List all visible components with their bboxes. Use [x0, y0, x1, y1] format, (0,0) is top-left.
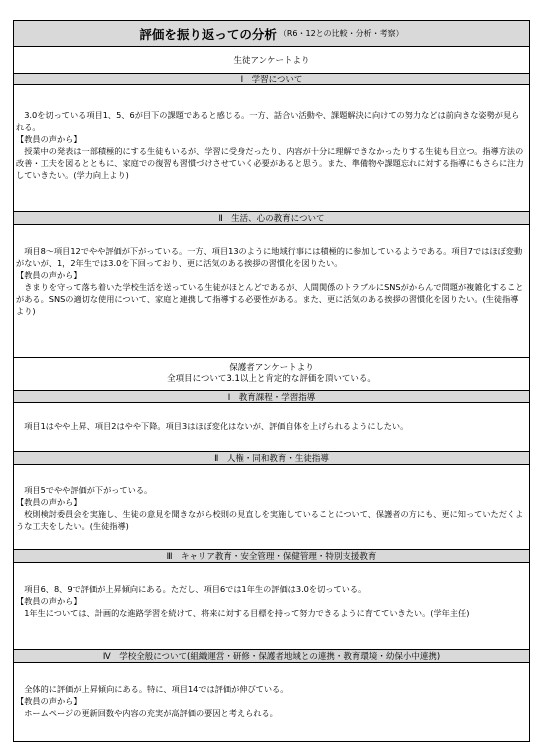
analysis-page — [13, 20, 530, 742]
parent-section-3-voice-label: 【教員の声から】 — [16, 596, 82, 606]
parent-section-3-voice: 1年生については、計画的な進路学習を続けて、将来に対する目標を持って努力できるように育てていきたい。(学年主任) — [24, 608, 470, 618]
parent-section-2-summary: 項目5でやや評価が下がっている。 — [24, 485, 153, 495]
student-section-2-voice-label: 【教員の声から】 — [16, 270, 82, 280]
parent-survey-heading: 保護者アンケートより — [229, 363, 314, 373]
parent-survey-note: 全項目について3.1以上と肯定的な評価を頂いている。 — [167, 374, 376, 384]
parent-section-2-voice-label: 【教員の声から】 — [16, 497, 82, 507]
student-section-2-summary: 項目8～項目12でやや評価が下がっている。一方、項目13のように地域行事には積極的に参加しているようである。項目7ではほぼ変動がないが、1，2年生では3.0を下回っており、更に活気のある挨拶の習慣化を図りたい。 — [16, 246, 523, 268]
parent-section-4-voice: ホームページの更新回数や内容の充実が高評価の要因と考えられる。 — [24, 708, 278, 718]
parent-section-2-body — [14, 465, 529, 549]
student-section-1-voice: 授業中の発表は一部積極的にする生徒もいるが、学習に受身だったり、内容が十分に理解できなかったりする生徒も目立つ。指導方法の改善・工夫を図るとともに、家庭での復習も習慣づけさせていく必要があると思う。また、準備物や課題忘れに対する指導にもさらに注力していきたい。(学力向上より) — [16, 146, 524, 180]
parent-section-3-summary: 項目6、8、9で評価が上昇傾向にある。ただし、項目6では1年生の評価は3.0を切っている。 — [24, 584, 367, 594]
parent-section-4-body — [14, 663, 529, 741]
student-section-1-body — [14, 85, 529, 211]
parent-section-3-heading: Ⅲ キャリア教育・安全管理・保健管理・特別支援教育 — [14, 549, 529, 563]
parent-section-4-heading: Ⅳ 学校全般について(組織運営・研修・保護者地域との連携・教育環境・幼保小中連携) — [14, 649, 529, 663]
student-section-1-heading: Ⅰ 学習について — [14, 73, 529, 85]
page-title-sub: （R6・12との比較・分析・考察） — [278, 29, 404, 38]
student-section-1-voice-label: 【教員の声から】 — [16, 134, 82, 144]
parent-section-4-voice-label: 【教員の声から】 — [16, 696, 82, 706]
parent-section-1-heading: Ⅰ 教育課程・学習指導 — [14, 390, 529, 403]
parent-section-4-summary: 全体的に評価が上昇傾向にある。特に、項目14では評価が伸びている。 — [24, 684, 289, 694]
student-section-2-voice: きまりを守って落ち着いた学校生活を送っている生徒がほとんどであるが、人間関係のトラブルにSNSがからんで問題が複雑化することがある。SNSの適切な使用について、家庭と連携して指導する必要性がある。また、更に活気のある挨拶の習慣化を図りたい。(生徒指導より) — [16, 282, 524, 316]
page-title-main: 評価を振り返っての分析 — [139, 26, 277, 42]
parent-section-1-summary: 項目1はやや上昇、項目2はやや下降。項目3はほぼ変化はないが、評価自体を上げられるようにしたい。 — [24, 421, 409, 431]
parent-survey-header — [14, 357, 529, 390]
parent-section-1-body — [14, 403, 529, 451]
analysis-frame — [13, 47, 530, 742]
student-section-1-summary: 3.0を切っている項目1、5、6が目下の課題であると感じる。一方、話合い活動や、課題解決に向けての努力などは前向きな姿勢が見られる。 — [16, 110, 520, 132]
parent-section-2-voice: 校則検討委員会を実施し、生徒の意見を聞きながら校則の見直しを実施していることについて、保護者の方にも、更に知っていただくような工夫をしたい。(生徒指導) — [16, 509, 524, 531]
page-title — [13, 20, 530, 47]
parent-section-3-body — [14, 563, 529, 649]
student-section-2-heading: Ⅱ 生活、心の教育について — [14, 211, 529, 225]
parent-section-2-heading: Ⅱ 人権・同和教育・生徒指導 — [14, 451, 529, 465]
student-survey-heading: 生徒アンケートより — [233, 56, 310, 66]
student-section-2-body — [14, 225, 529, 357]
